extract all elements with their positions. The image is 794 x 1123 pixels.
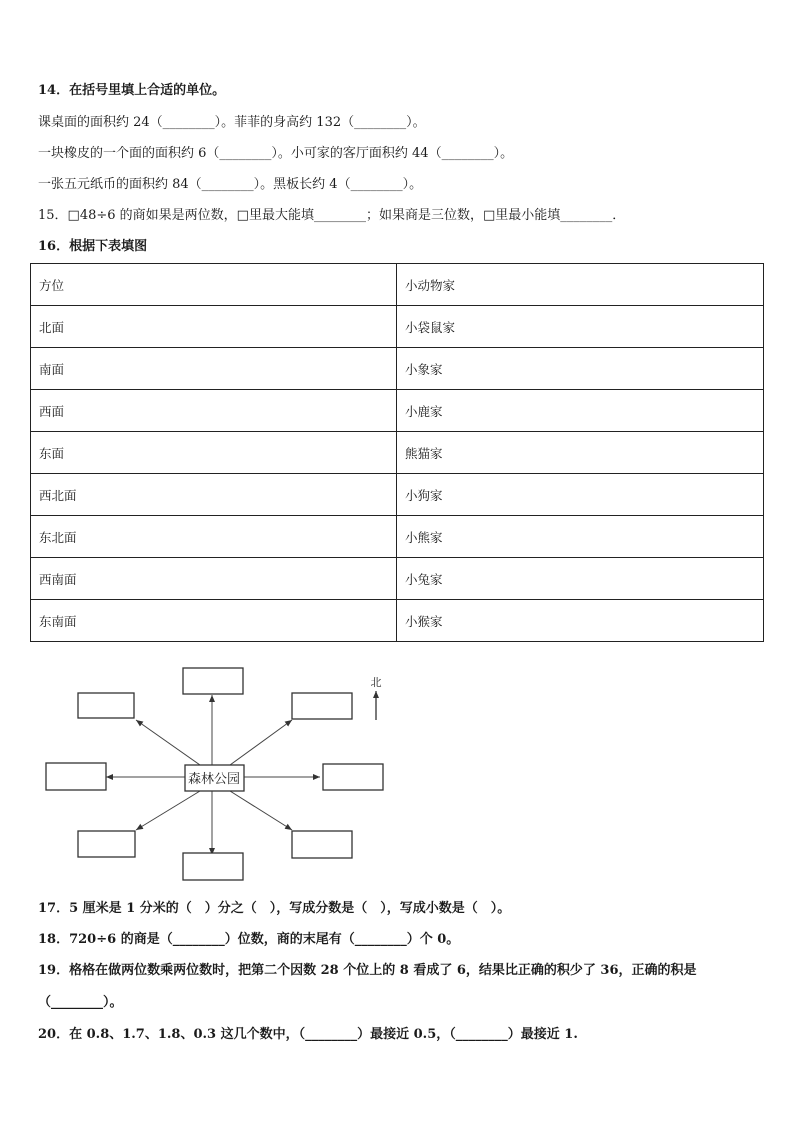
table-cell: 小熊家 <box>397 516 764 558</box>
table-cell: 西北面 <box>31 474 397 516</box>
table-row <box>31 600 764 642</box>
table-cell: 熊猫家 <box>397 432 764 474</box>
direction-table <box>30 263 764 642</box>
q19-line-2: （________）。 <box>38 995 123 1010</box>
q14-line-1: 课桌面的面积约 24（________）。菲菲的身高约 132（________）。 <box>38 115 426 130</box>
table-cell: 北面 <box>31 306 397 348</box>
box-southwest <box>78 831 135 857</box>
table-row <box>31 558 764 600</box>
table-cell: 小鹿家 <box>397 390 764 432</box>
table-row <box>31 516 764 558</box>
table-cell: 东面 <box>31 432 397 474</box>
table-cell: 西南面 <box>31 558 397 600</box>
q14-title: 14．在括号里填上合适的单位。 <box>38 83 226 98</box>
table-row <box>31 348 764 390</box>
arrow-northwest <box>136 720 200 765</box>
table-cell: 小袋鼠家 <box>397 306 764 348</box>
table-cell: 小象家 <box>397 348 764 390</box>
arrow-southeast <box>230 791 292 830</box>
table-header-cell: 方位 <box>31 264 397 306</box>
forest-park-label: 森林公园 <box>187 772 241 787</box>
q14-line-3: 一张五元纸币的面积约 84（________）。黑板长约 4（________）。 <box>38 177 423 192</box>
arrow-northeast <box>230 720 292 765</box>
table-cell: 西面 <box>31 390 397 432</box>
q19-line-1: 19．格格在做两位数乘两位数时，把第二个因数 28 个位上的 8 看成了 6，结果比正确的积少了 36，正确的积是 <box>38 963 697 978</box>
q16-title: 16．根据下表填图 <box>38 239 148 254</box>
box-south <box>183 853 243 880</box>
q20-text: 20．在 0.8、1.7、1.8、0.3 这几个数中，（________）最接近 0.5，（________）最接近 1. <box>38 1027 578 1042</box>
table-cell: 南面 <box>31 348 397 390</box>
table-row <box>31 474 764 516</box>
q18-text: 18．720÷6 的商是（________）位数，商的末尾有（________）个 0。 <box>38 932 460 947</box>
box-northeast <box>292 693 352 719</box>
north-label: 北 <box>370 676 382 689</box>
table-row <box>31 306 764 348</box>
table-row <box>31 432 764 474</box>
arrow-southwest <box>136 791 200 830</box>
q17-text: 17．5 厘米是 1 分米的（ ）分之（ ），写成分数是（ ），写成小数是（ ）。 <box>38 901 511 916</box>
table-cell: 小兔家 <box>397 558 764 600</box>
table-row <box>31 390 764 432</box>
direction-diagram <box>40 665 400 887</box>
table-cell: 小猴家 <box>397 600 764 642</box>
table-header-cell: 小动物家 <box>397 264 764 306</box>
box-north <box>183 668 243 694</box>
table-cell: 东南面 <box>31 600 397 642</box>
box-west <box>46 763 106 790</box>
table-cell: 东北面 <box>31 516 397 558</box>
q14-line-2: 一块橡皮的一个面的面积约 6（________）。小可家的客厅面积约 44（________）。 <box>38 146 514 161</box>
box-southeast <box>292 831 352 858</box>
q15-text: 15．□48÷6 的商如果是两位数，□里最大能填________；如果商是三位数，□里最小能填________． <box>38 208 626 223</box>
table-cell: 小狗家 <box>397 474 764 516</box>
table-header-row <box>31 264 764 306</box>
box-northwest <box>78 693 134 718</box>
box-east <box>323 764 383 790</box>
